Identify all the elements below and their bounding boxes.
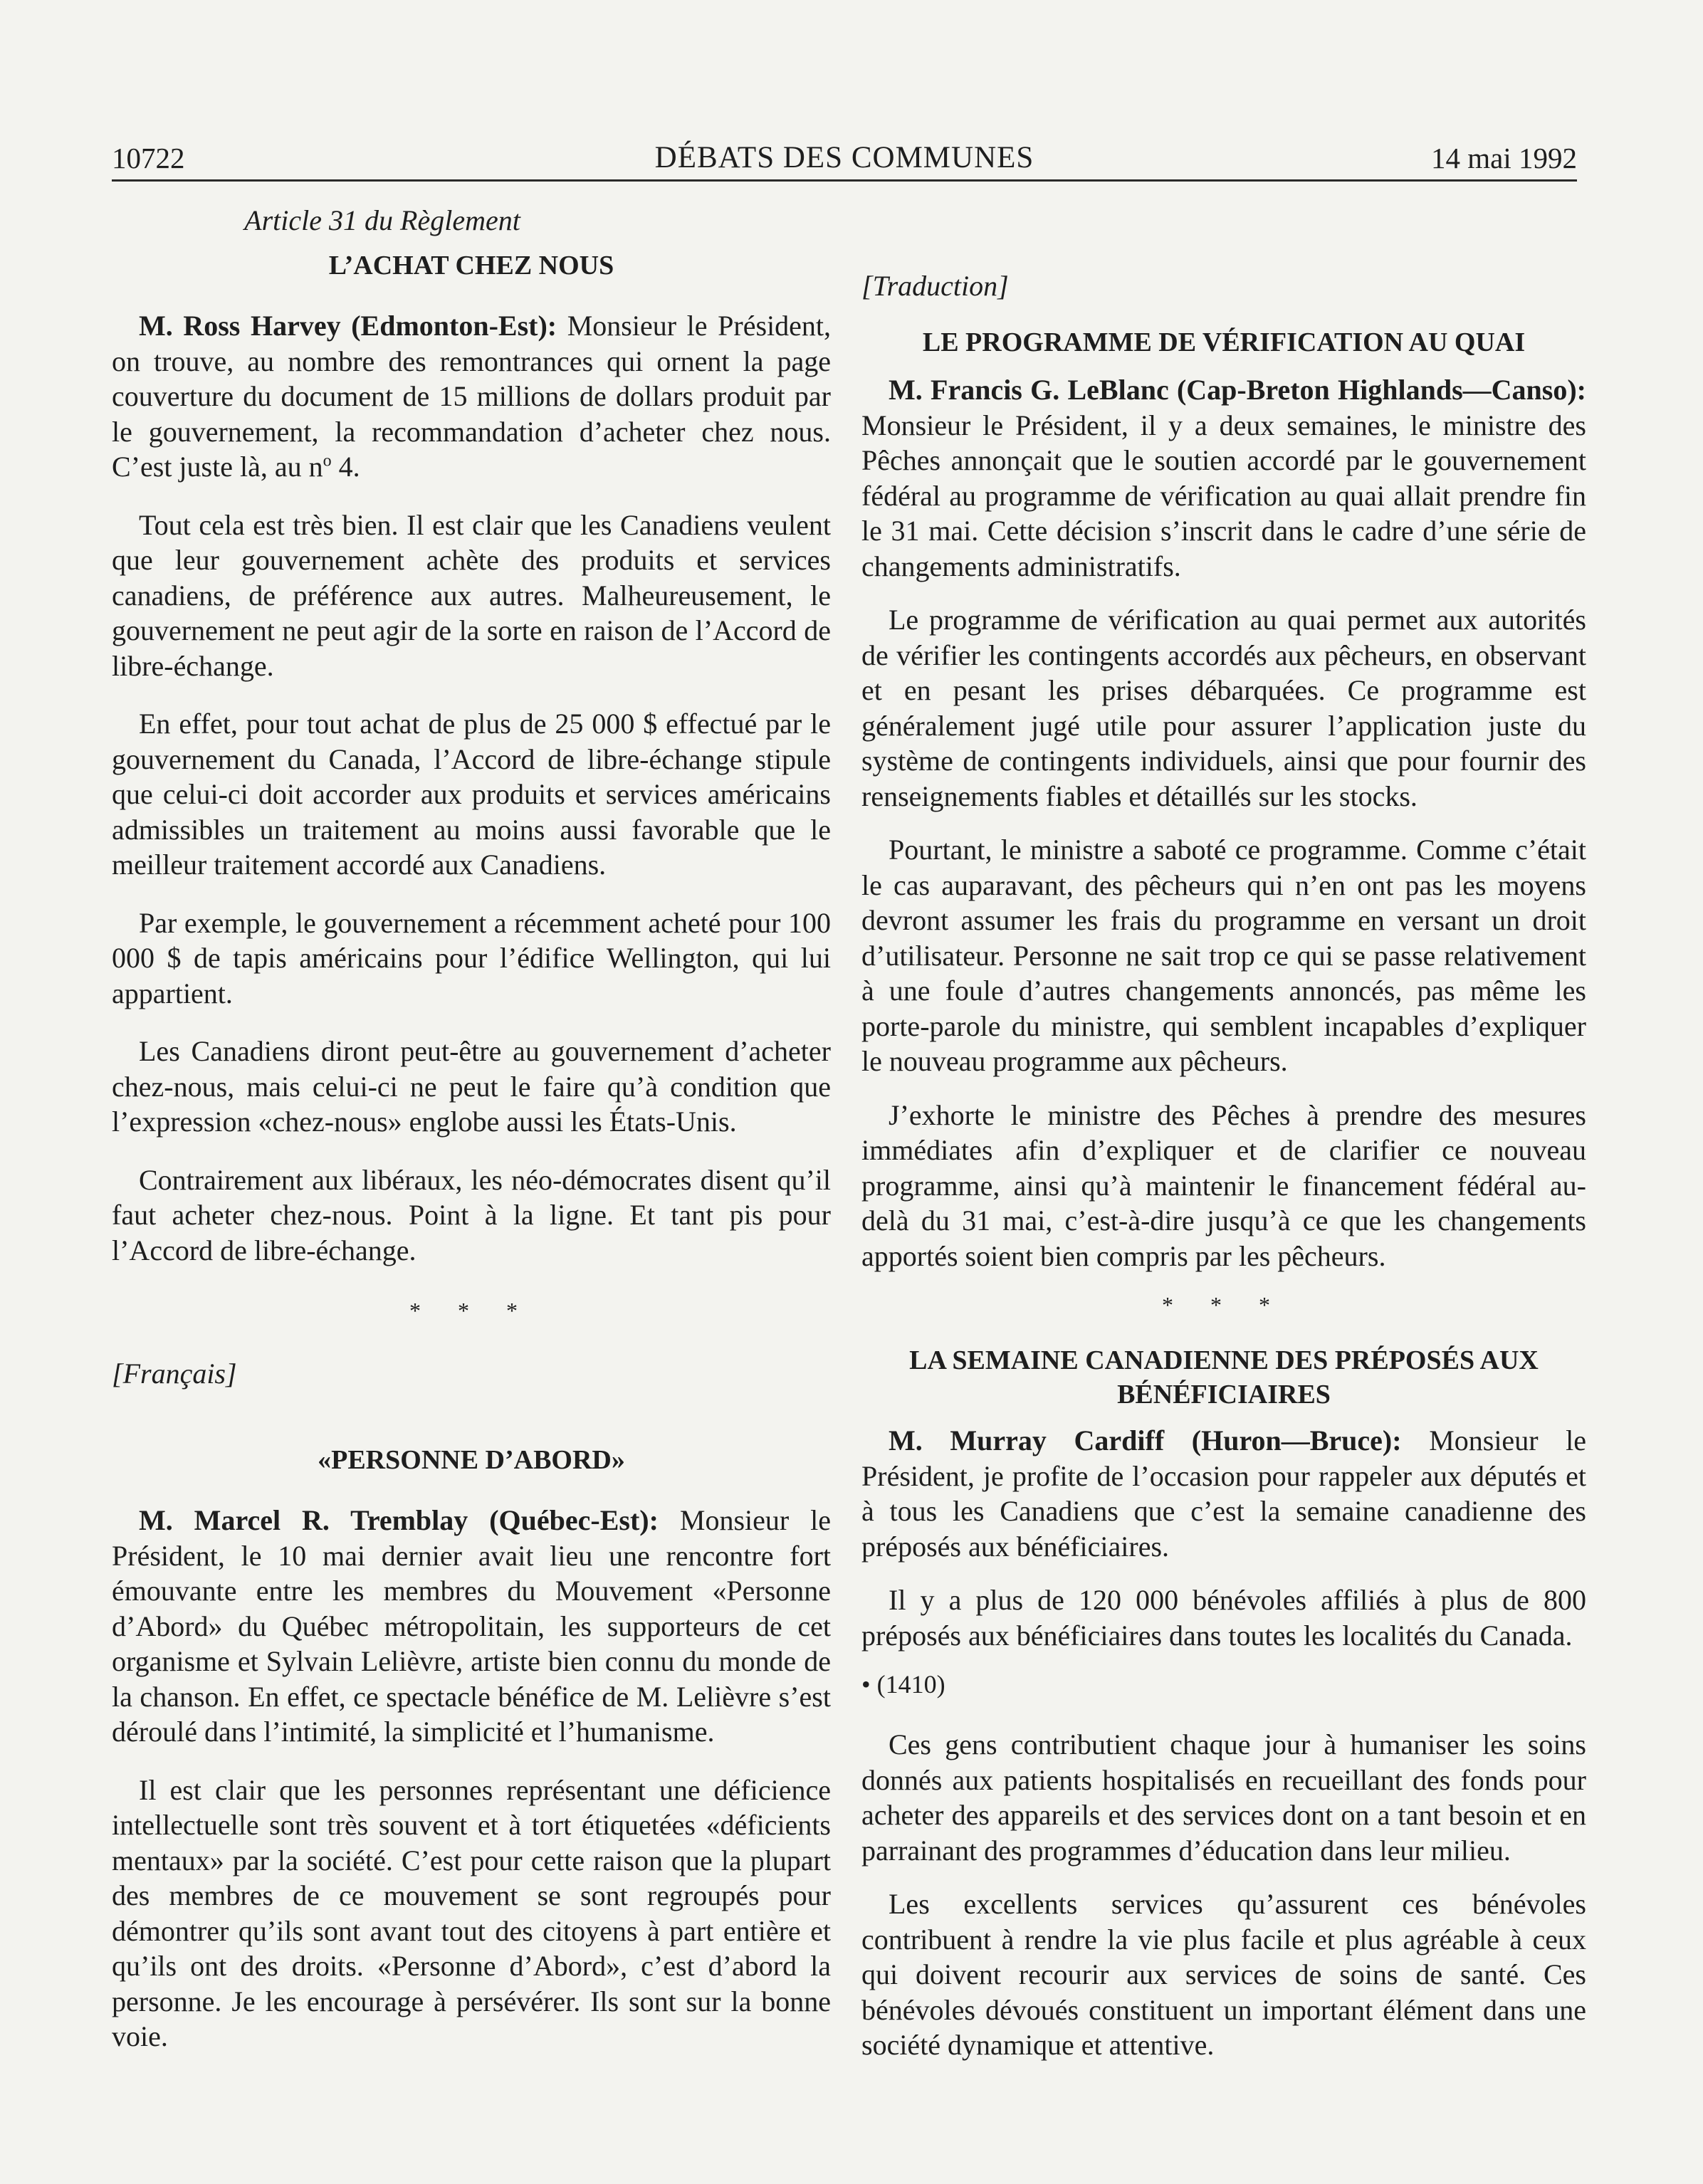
speaker-name: M. Ross Harvey (Edmonton-Est):	[139, 310, 557, 342]
page-header	[112, 137, 1577, 182]
paragraph: Par exemple, le gouvernement a récemment acheté pour 100 000 $ de tapis américains pour l’édifice Wellington, qui lui appartient.	[112, 906, 831, 1009]
language-rubric: [Traduction]	[861, 270, 1009, 302]
left-column	[112, 203, 831, 2077]
paragraph: Ces gens contributient chaque jour à humaniser les soins donnés aux patients hospitalisés en recueillant des fonds pour acheter des appareils et des services dont on a tant besoin et en parrainant des programmes d’éducation dans leur milieu.	[861, 1728, 1586, 1867]
time-marker: • (1410)	[861, 1670, 945, 1699]
speaker-name: M. Francis G. LeBlanc (Cap-Breton Highlands—Canso):	[889, 374, 1586, 406]
paragraph: Il y a plus de 120 000 bénévoles affiliés à plus de 800 préposés aux bénéficiaires dans toutes les localités du Canada.	[861, 1584, 1586, 1652]
section-separator: * * *	[409, 1298, 533, 1323]
paragraph: En effet, pour tout achat de plus de 25 000 $ effectué par le gouvernement du Canada, l’Accord de libre-échange stipule que celui-ci doit accorder aux produits et services américains admissibles un traitement au moins aussi favorable que le meilleur traitement accordé aux Canadiens.	[112, 708, 831, 881]
section-title-verification: LE PROGRAMME DE VÉRIFICATION AU QUAI	[922, 327, 1526, 357]
paragraph: M. Murray Cardiff (Huron—Bruce): Monsieur le Président, je profite de l’occasion pour rappeler aux députés et à tous les Canadiens que c’est la semaine canadienne des préposés aux bénéficiaires.	[861, 1424, 1586, 1563]
standing-order-rubric: Article 31 du Règlement	[244, 204, 520, 236]
page-number: 10722	[112, 142, 185, 174]
right-column	[861, 203, 1586, 2086]
section-title-achat: L’ACHAT CHEZ NOUS	[328, 251, 614, 280]
paragraph: Les excellents services qu’assurent ces bénévoles contribuent à rendre la vie plus facile et plus agréable à ceux qui doivent recourir aux services de soins de santé. Ces bénévoles dévoués constituent un important élément dans une société dynamique et attentive.	[861, 1888, 1586, 2061]
section-separator: * * *	[1162, 1292, 1286, 1318]
section-title-personne: «PERSONNE D’ABORD»	[318, 1445, 625, 1475]
speaker-name: M. Marcel R. Tremblay (Québec-Est):	[139, 1504, 659, 1536]
speaker-name: M. Murray Cardiff (Huron—Bruce):	[889, 1424, 1402, 1456]
paragraph: M. Francis G. LeBlanc (Cap-Breton Highlands—Canso): Monsieur le Président, il y a deux semaines, le ministre des Pêches annonçait que le soutien accordé par le gouvernement fédéral au programme de vérification au quai allait prendre fin le 31 mai. Cette décision s’inscrit dans le cadre d’une série de changements administratifs.	[861, 374, 1586, 582]
paragraph: Les Canadiens diront peut-être au gouvernement d’acheter chez-nous, mais celui-ci ne peut le faire qu’à condition que l’expression «chez-nous» englobe aussi les États-Unis.	[112, 1035, 831, 1138]
paragraph: Pourtant, le ministre a saboté ce programme. Comme c’était le cas auparavant, des pêcheurs qui n’en ont pas les moyens devront assumer les frais du programme en versant un droit d’utilisateur. Personne ne sait trop ce qui se passe relativement à une foule d’autres changements annoncés, pas même les porte-parole du ministre, qui semblent incapables d’expliquer le nouveau programme aux pêcheurs.	[861, 834, 1586, 1077]
paragraph: J’exhorte le ministre des Pêches à prendre des mesures immédiates afin d’expliquer et de clarifier ce nouveau programme, ainsi qu’à maintenir le financement fédéral au-delà du 31 mai, c’est-à-dire jusqu’à ce que les changements apportés soient bien compris par les pêcheurs.	[861, 1098, 1586, 1272]
paragraph: M. Ross Harvey (Edmonton-Est): Monsieur le Président, on trouve, au nombre des remontrances qui ornent la page couverture du document de 15 millions de dollars produit par le gouvernement, la recommandation d’acheter chez nous. C’est juste là, au $n^o$ 4.	[112, 310, 831, 483]
paragraph: Le programme de vérification au quai permet aux autorités de vérifier les contingents accordés aux pêcheurs, en observant et en pesant les prises débarquées. Ce programme est généralement jugé utile pour assurer l’application juste du système de contingents individuels, ainsi que pour fournir des renseignements fiables et détaillés sur les stocks.	[861, 604, 1586, 812]
paragraph: Tout cela est très bien. Il est clair que les Canadiens veulent que leur gouvernement achète des produits et services canadiens, de préférence aux autres. Malheureusement, le gouvernement ne peut agir de la sorte en raison de l’Accord de libre-échange.	[112, 508, 831, 682]
paragraph: Contrairement aux libéraux, les néo-démocrates disent qu’il faut acheter chez-nous. Point à la ligne. Et tant pis pour l’Accord de libre-échange.	[112, 1163, 831, 1266]
section-title-semaine: LA SEMAINE CANADIENNE DES PRÉPOSÉS AUX BÉNÉFICIAIRES	[909, 1345, 1539, 1409]
journal-title: DÉBATS DES COMMUNES	[654, 141, 1034, 174]
language-rubric: [Français]	[112, 1358, 237, 1390]
page-date: 14 mai 1992	[1431, 142, 1577, 174]
paragraph: M. Marcel R. Tremblay (Québec-Est): Monsieur le Président, le 10 mai dernier avait lieu une rencontre fort émouvante entre les membres du Mouvement «Personne d’Abord» du Québec métropolitain, les supporteurs de cet organisme et Sylvain Lelièvre, artiste bien connu du monde de la chanson. En effet, ce spectacle bénéfice de M. Lelièvre s’est déroulé dans l’intimité, la simplicité et l’humanisme.	[112, 1504, 832, 1748]
paragraph: Il est clair que les personnes représentant une déficience intellectuelle sont très souvent et à tort étiquetées «déficients mentaux» par la société. C’est pour cette raison que la plupart des membres de ce mouvement se sont regroupés pour démontrer qu’ils sont avant tout des citoyens à part entière et qu’ils ont des droits. «Personne d’Abord», c’est d’abord la personne. Je les encourage à persévérer. Ils sont sur la bonne voie.	[112, 1773, 831, 2052]
